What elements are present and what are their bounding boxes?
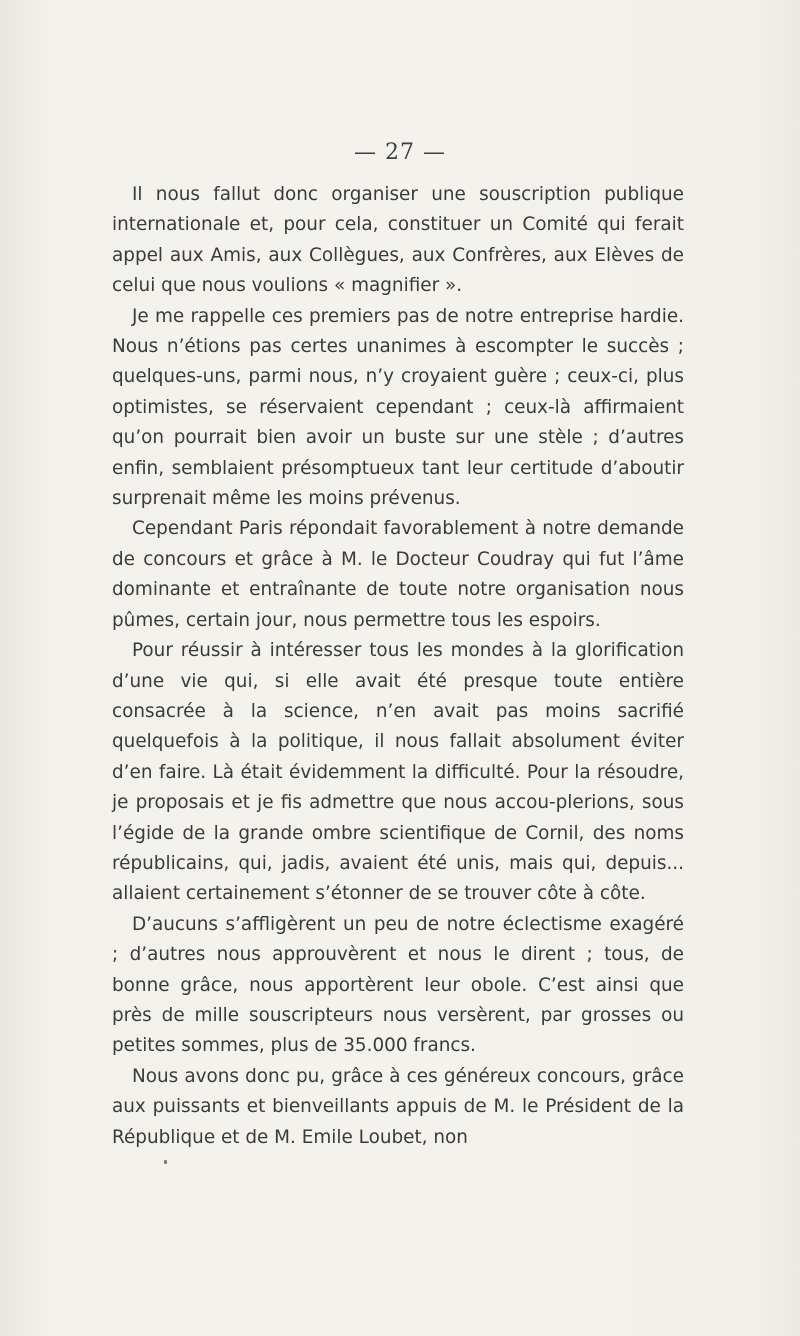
paragraph-6: Nous avons donc pu, grâce à ces généreux concours, grâce aux puissants et bienveillants appuis de M. le Président de la République et de M. Emile Loubet, non: [112, 1065, 684, 1148]
body-text: [112, 180, 684, 1153]
paragraph-4: Pour réussir à intéresser tous les mondes à la glorification d’une vie qui, si elle avait été presque toute entière consacrée à la science, n’en avait pas moins sacrifié quelquefois à la politique, il nous fallait absolument éviter d’en faire. Là était évidemment la difficulté. Pour la résoudre, je proposais et je fis admettre que nous accou-plerions, sous l’égide de la grande ombre scientifique de Cornil, des noms républicains, qui, jadis, avaient été unis, mais qui, depuis... allaient certainement s’étonner de se trouver côte à côte.: [112, 640, 684, 905]
ink-speck: [164, 1160, 167, 1164]
paragraph-3: Cependant Paris répondait favorablement à notre demande de concours et grâce à M. le Docteur Coudray qui fut l’âme dominante et entraînante de toute notre organisation nous pûmes, certain jour, nous permettre tous les espoirs.: [112, 518, 684, 631]
paragraph-1: Il nous fallut donc organiser une souscription publique internationale et, pour cela, constituer un Comité qui ferait appel aux Amis, aux Collègues, aux Confrères, aux Elèves de celui que nous voulions « magnifier ».: [112, 184, 684, 297]
paragraph-2: Je me rappelle ces premiers pas de notre entreprise hardie. Nous n’étions pas certes unanimes à escompter le succès ; quelques-uns, parmi nous, n’y croyaient guère ; ceux-ci, plus optimistes, se réservaient cependant ; ceux-là affirmaient qu’on pourrait bien avoir un buste sur une stèle ; d’autres enfin, semblaient présomptueux tant leur certitude d’aboutir surprenait même les moins prévenus.: [112, 305, 684, 510]
paragraph-5: D’aucuns s’affligèrent un peu de notre éclectisme exagéré ; d’autres nous approuvèrent et nous le dirent ; tous, de bonne grâce, nous apportèrent leur obole. C’est ainsi que près de mille souscripteurs nous versèrent, par grosses ou petites sommes, plus de 35.000 francs.: [112, 913, 684, 1057]
page-number: — 27 —: [354, 140, 446, 165]
